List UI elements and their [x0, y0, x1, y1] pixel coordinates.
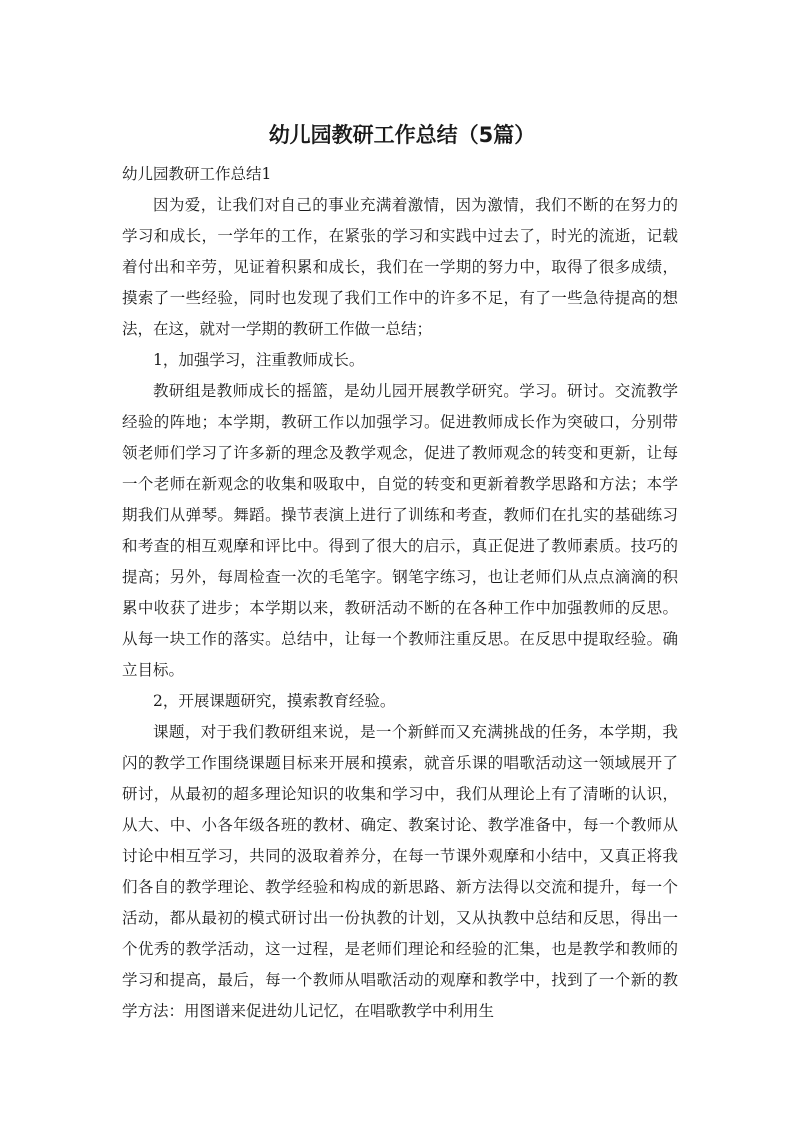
paragraph-item-1-heading: 1，加强学习，注重教师成长。 [153, 351, 365, 369]
paragraph-item-2-body: 课题，对于我们教研组来说，是一个新鲜而又充满挑战的任务，本学期，我闪的教学工作围绕课题目标来开展和摸索，就音乐课的唱歌活动这一领域展开了研讨，从最初的超多理论知识的收集和学习中，我们从理论上有了清晰的认识，从大、中、小各年级各班的教材、确定、教案讨论、教学准备中，每一个教师从讨论中相互学习，共同的汲取着养分，在每一节课外观摩和小结中，又真正将我们各自的教学理论、教学经验和构成的新思路、新方法得以交流和提升，每一个活动，都从最初的模式研讨出一份执教的计划，又从执教中总结和反思，得出一个优秀的教学活动，这一过程，是老师们理论和经验的汇集，也是教学和教师的学习和提高，最后，每一个教师从唱歌活动的观摩和教学中，找到了一个新的教学方法：用图谱来促进幼儿记忆，在唱歌教学中利用生 [122, 723, 678, 1020]
document-body [122, 159, 678, 1027]
paragraph-item-2-heading: 2，开展课题研究，摸索教育经验。 [153, 692, 396, 710]
paragraph-intro: 因为爱，让我们对自己的事业充满着激情，因为激情，我们不断的在努力的学习和成长，一学年的工作，在紧张的学习和实践中过去了，时光的流逝，记载着付出和辛劳，见证着积累和成长，我们在一学期的努力中，取得了很多成绩，摸索了一些经验，同时也发现了我们工作中的许多不足，有了一些急待提高的想法，在这，就对一学期的教研工作做一总结； [122, 196, 678, 338]
section-heading: 幼儿园教研工作总结1 [122, 165, 272, 183]
document-title: 幼儿园教研工作总结（5篇） [268, 123, 536, 147]
paragraph-item-1-body: 教研组是教师成长的摇篮，是幼儿园开展教学研究。学习。研讨。交流教学经验的阵地；本学期，教研工作以加强学习。促进教师成长作为突破口，分别带领老师们学习了许多新的理念及教学观念，促进了教师观念的转变和更新，让每一个老师在新观念的收集和吸取中，自觉的转变和更新着教学思路和方法；本学期我们从弹琴。舞蹈。操节表演上进行了训练和考查，教师们在扎实的基础练习和考查的相互观摩和评比中。得到了很大的启示，真正促进了教师素质。技巧的提高；另外，每周检查一次的毛笔字。钢笔字练习，也让老师们从点点滴滴的积累中收获了进步；本学期以来，教研活动不断的在各种工作中加强教师的反思。从每一块工作的落实。总结中，让每一个教师注重反思。在反思中提取经验。确立目标。 [122, 382, 678, 679]
